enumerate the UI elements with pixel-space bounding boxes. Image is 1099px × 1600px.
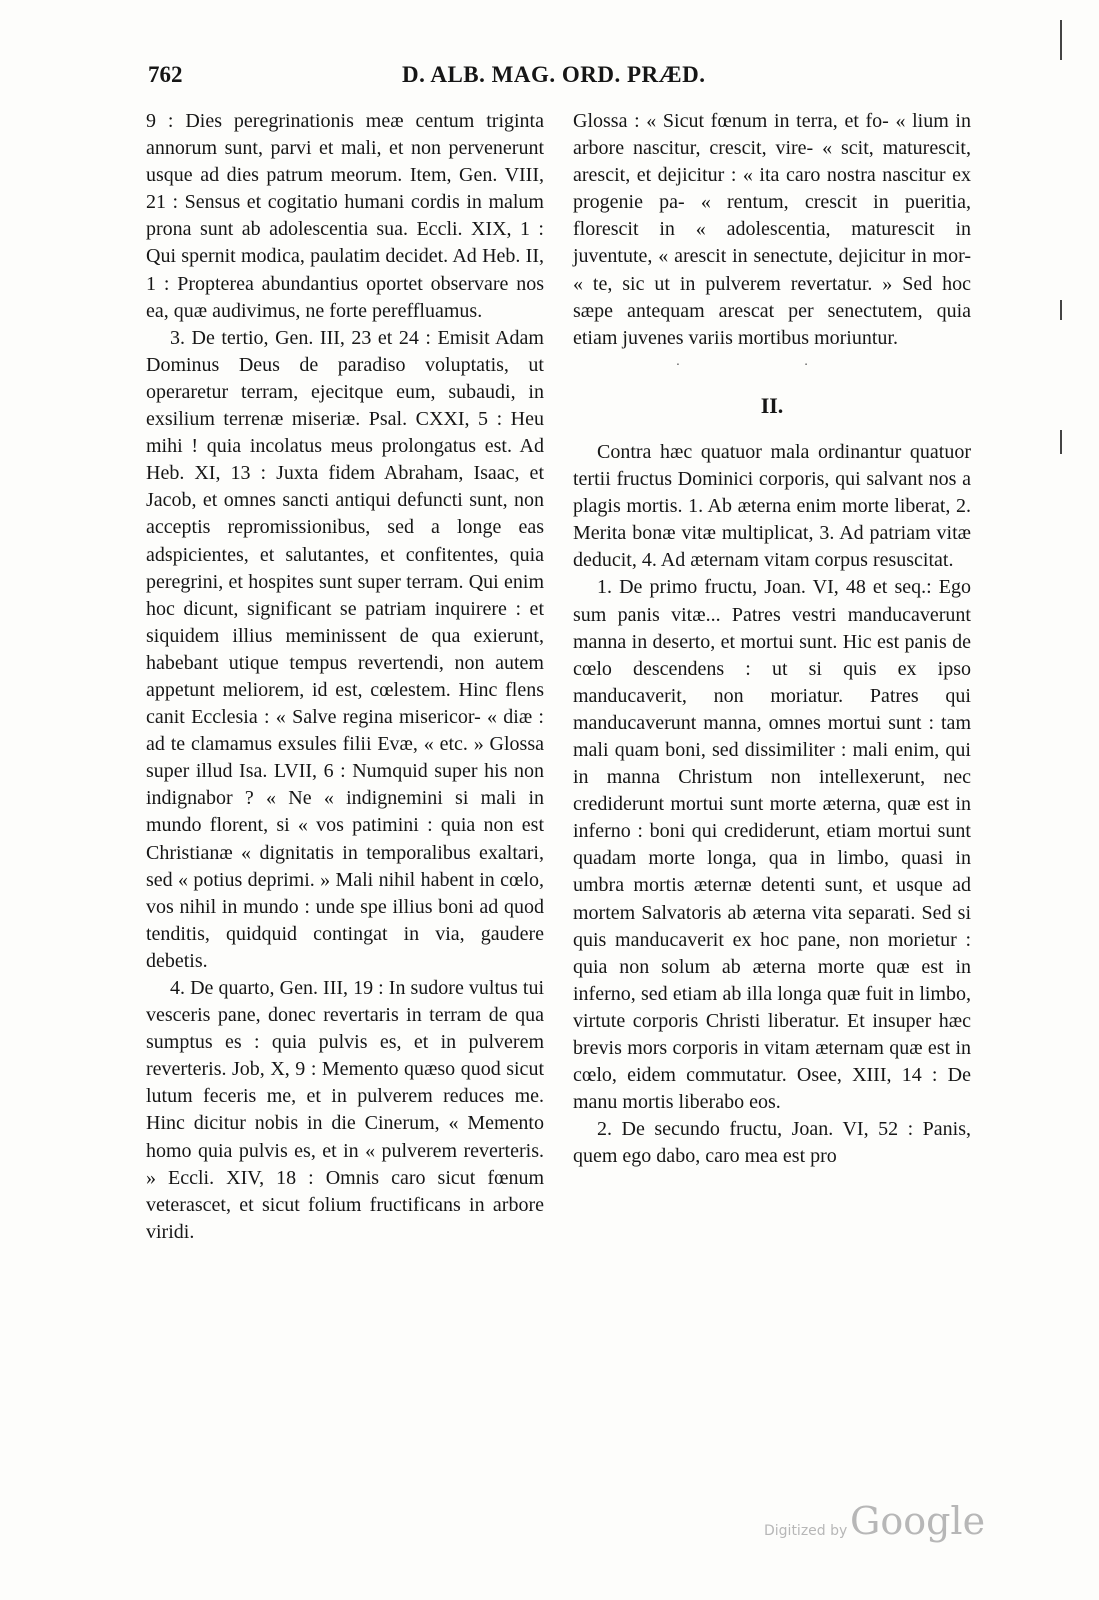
paragraph-contra-haec: Contra hæc quatuor mala ordinantur quatuor tertii fructus Dominici corporis, qui salvant nos a plagis mortis. 1. Ab æterna enim morte liberat, 2. Merita bonæ vitæ multiplicat, 3. Ad patriam vitæ deducit, 4. Ad æternam vitam corpus resuscitat. <box>573 440 971 572</box>
paragraph-de-primo: 1. De primo fructu, Joan. VI, 48 et seq.: Ego sum panis vitæ... Patres vestri manducaverunt manna in deserto, et mortui sunt. Hic est panis de cœlo descendens : ut si quis ex ipso manducaverit, non moriatur. Patres qui manducaverunt manna, omnes mortui sunt : tam mali quam boni, sed dissimiliter : mali enim, qui in manna Christum non intellexerunt, nec crediderunt mortui sunt morte æterna, quæ est in inferno : boni qui crediderunt, etiam mortui sunt quadam morte longa, qua in limbo, quasi in umbra mortis æternæ detenti sunt, et usque ad mortem Salvatoris ab æterna vita separati. Sed si quis manducaverit ex hoc pane, non morietur : quia non solum ab æterna morte quæ est in inferno, sed etiam ab illa longa quæ fuit in limbo, virtute corporis Christi liberatur. Et insuper hæc brevis mors corporis in vitam æternam quæ est in cœlo, eidem commutatur. Osee, XIII, 14 : De manu mortis liberabo eos. <box>573 576 971 1114</box>
paragraph-continuation: 9 : Dies peregrinationis meæ centum triginta annorum sunt, parvi et mali, et non pervenerunt usque ad dies patrum meorum. Item, Gen. VIII, 21 : Sensus et cogitatio humani cordis in malum prona sunt ab adolescentia sua. Eccli. XIX, 1 : Qui spernit modica, paulatim decidet. Ad Heb. II, 1 : Propterea abundantius oportet observare nos ea, quæ audivimus, ne forte pereffluamus. <box>146 110 544 322</box>
page-number: 762 <box>148 62 183 87</box>
right-column <box>573 108 971 1170</box>
paragraph-de-tertio: 3. De tertio, Gen. III, 23 et 24 : Emisit Adam Dominus Deus de paradiso voluptatis, ut operaretur terram, ejecitque eum, subaudi, in exsilium terrenæ miseriæ. Psal. CXXI, 5 : Heu mihi ! quia incolatus meus prolongatus est. Ad Heb. XI, 13 : Juxta fidem Abraham, Isaac, et Jacob, et omnes sancti antiqui defuncti sunt, non acceptis repromissionibus, sed a longe eas adspicientes, et salutantes, et confitentes, quia peregrini, et hospites sunt super terram. Qui enim hoc dicunt, significant se patriam inquirere : et siquidem illius meminissent de qua exierunt, habebant utique tempus revertendi, non autem appetunt meliorem, id est, cœlestem. Hinc flens canit Ecclesia : « Salve regina misericor- « diæ : ad te clamamus exsules filii Evæ, « etc. » Glossa super illud Isa. LVII, 6 : Numquid super his non indignabor ? « Ne « indignemini si mali in mundo florent, si « vos patimini : quia non est Christianæ « dignitatis in temporalibus exaltari, sed « potius deprimi. » Mali nihil habent in cœlo, vos nihil in mundo : unde spe illius boni ad quod tenditis, quidquid contingat in via, gaudere debetis. <box>146 326 544 972</box>
page-header <box>148 62 976 96</box>
section-divider: · · <box>675 357 869 373</box>
scan-edge-mark <box>1060 430 1062 454</box>
running-head: D. ALB. MAG. ORD. PRÆD. <box>402 62 706 87</box>
paragraph-de-secundo: 2. De secundo fructu, Joan. VI, 52 : Panis, quem ego dabo, caro mea est pro <box>573 1118 971 1168</box>
paragraph-de-quarto: 4. De quarto, Gen. III, 19 : In sudore vultus tui vesceris pane, donec revertaris in terram de qua sumptus es : quia pulvis es, et in pulverem reverteris. Job, X, 9 : Memento quæso quod sicut lutum feceris me, et in pulverem reduces me. Hinc dicitur nobis in die Cinerum, « Memento homo quia pulvis es, et in « pulverem reverteris. » Eccli. XIV, 18 : Omnis caro sicut fœnum veterascet, et sicut folium fructificans in arbore viridi. <box>146 977 544 1243</box>
spacer <box>573 419 971 439</box>
left-column <box>146 108 544 1246</box>
section-heading: II. <box>760 392 784 418</box>
paragraph-glossa: Glossa : « Sicut fœnum in terra, et fo- « lium in arbore nascitur, crescit, vire- « scit, maturescit, arescit, et dejicitur : « ita caro nostra nascitur ex progenie pa- « rentum, crescit in pueritia, florescit in « adolescentia, maturescit in juventute, « arescit in senectute, dejicitur in mor- « te, sic ut in pulverem revertatur. » Sed hoc sæpe antequam arescat per senectutem, quia etiam juvenes variis mortibus moriuntur. <box>573 110 971 349</box>
google-logo: Google <box>850 1499 986 1543</box>
watermark-prefix: Digitized by <box>764 1523 848 1539</box>
scan-edge-mark <box>1060 20 1062 60</box>
digitized-watermark <box>764 1499 986 1555</box>
scan-edge-mark <box>1060 300 1062 320</box>
